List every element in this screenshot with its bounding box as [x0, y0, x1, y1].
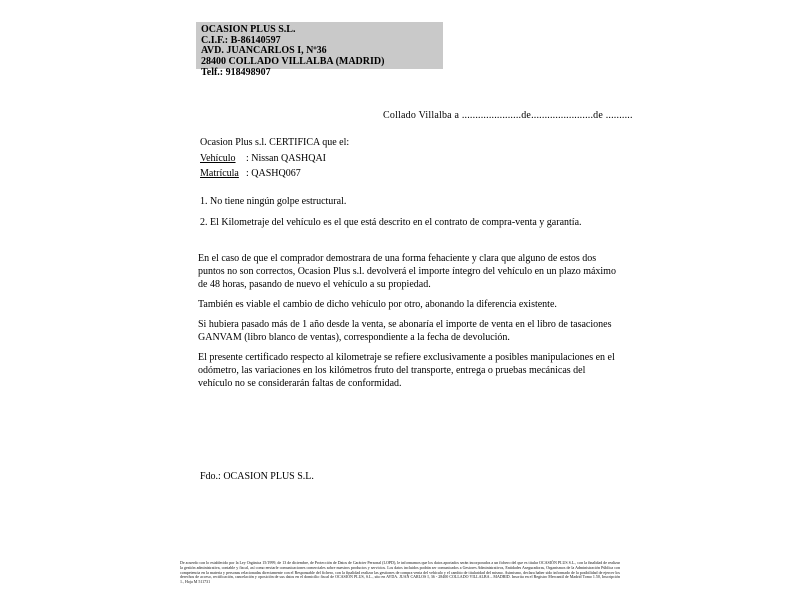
company-city: 28400 COLLADO VILLALBA (MADRID) — [201, 55, 385, 67]
date-line: Collado Villalba a ......................de.......................de .......... — [383, 110, 633, 121]
company-name: OCASION PLUS S.L. — [201, 24, 296, 35]
paragraph-refund: En el caso de que el comprador demostrara de una forma fehaciente y clara que alguno de estos dos puntos no son correctos, Ocasion Plus s.l. devolverá el importe íntegro del vehículo en un plazo máximo de 48 horas, pasando de nuevo el vehículo a su propiedad. — [198, 253, 616, 290]
company-phone: Telf.: 918498907 — [201, 67, 271, 78]
vehicle-value: : Nissan QASHQAI — [246, 152, 326, 164]
certify-section — [200, 135, 349, 182]
plate-label: Matrícula — [200, 168, 239, 179]
plate-value: : QASHQ067 — [246, 168, 301, 179]
vehicle-label: Vehículo — [200, 152, 236, 164]
paragraph-ganvam: Si hubiera pasado más de 1 año desde la venta, se abonaría el importe de venta en el libro de tasaciones GANVAM (libro blanco de ventas), correspondiente a la fecha de devolución. — [198, 319, 612, 343]
plate-line — [200, 166, 349, 182]
company-cif: C.I.F.: B-86140597 — [201, 34, 281, 46]
point-structural: 1. No tiene ningún golpe estructural. — [200, 196, 347, 207]
company-address: AVD. JUANCARLOS I, Nº36 — [201, 45, 327, 56]
paragraph-exchange: También es viable el cambio de dicho vehículo por otro, abonando la diferencia existente. — [198, 299, 557, 310]
signature-line: Fdo.: OCASION PLUS S.L. — [200, 471, 314, 482]
company-header-block — [196, 22, 443, 69]
point-mileage: 2. El Kilometraje del vehículo es el que está descrito en el contrato de compra-venta y garantía. — [200, 217, 582, 228]
legal-footer: De acuerdo con lo establecido por la Ley Orgánica 15/1999, de 13 de diciembre, de Protección de Datos de Carácter Personal (LOPD), le informamos que los datos aportados serán incorporados a un fichero del que es titular OCASIÓN PLUS S.L., con la finalidad de realizar la gestión administrativa, contable y fiscal, así como enviarle comunicaciones comerciales sobre nuestros productos y servicios. Los datos incluidos podrán ser comunicados a Gestores Administrativos, Entidades Aseguradoras, Organismos de la Administración Pública con competencia en la materia y personas relacionadas directamente con el Responsable del fichero, con la finalidad realizar las gestiones de compra venta del vehículo y el cambio de titularidad del mismo. Asimismo, declara haber sido informado de la posibilidad de ejercer los derechos de acceso, rectificación, cancelación y oposición de sus datos en el domicilio fiscal de OCASIÓN PLUS, S.L., sito en AVDA. JUAN CARLOS I, 36 - 28400 COLLADO VILLALBA – MADRID. Inscrita en el Registro Mercantil de Madrid Tomo 1.50, Inscripción 1., Hoja M 511731 — [180, 560, 620, 585]
terms-section — [198, 252, 618, 397]
paragraph-odometer: El presente certificado respecto al kilometraje se refiere exclusivamente a posibles manipulaciones en el odómetro, las variaciones en los kilómetros fruto del transporte, entrega o pruebas mecánicas del vehículo no se considerarán faltas de conformidad. — [198, 352, 615, 389]
points-section — [200, 195, 582, 237]
certify-intro: Ocasion Plus s.l. CERTIFICA que el: — [200, 137, 350, 148]
vehicle-line — [200, 151, 349, 167]
